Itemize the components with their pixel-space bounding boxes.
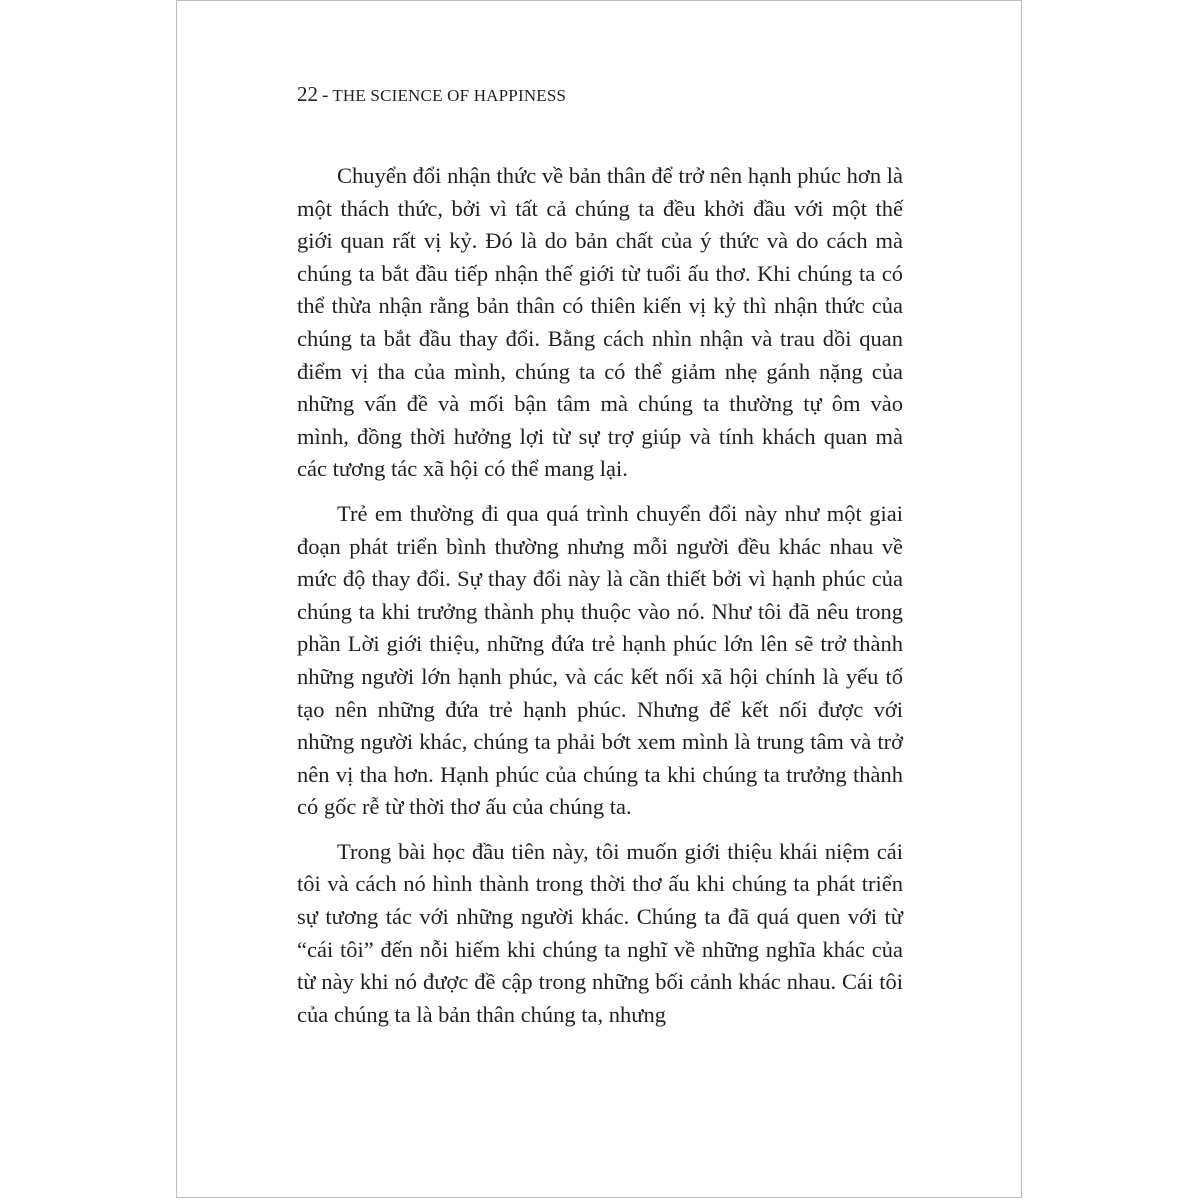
header-separator: - [322,85,329,106]
paragraph-3: Trong bài học đầu tiên này, tôi muốn giới thiệu khái niệm cái tôi và cách nó hình thành trong thời thơ ấu khi chúng ta phát triển sự tương tác với những người khác. Chúng ta đã quá quen với từ “cái tôi” đến nỗi hiếm khi chúng ta nghĩ về những nghĩa khác của từ này khi nó được đề cập trong những bối cảnh khác nhau. Cái tôi của chúng ta là bản thân chúng ta, nhưng [297,838,903,1027]
running-header [297,80,566,111]
body-text [297,160,903,1043]
paragraph-1: Chuyển đổi nhận thức về bản thân để trở nên hạnh phúc hơn là một thách thức, bởi vì tất cả chúng ta đều khởi đầu với một thế giới quan rất vị kỷ. Đó là do bản chất của ý thức và do cách mà chúng ta bắt đầu tiếp nhận thế giới từ tuổi ấu thơ. Khi chúng ta có thể thừa nhận rằng bản thân có thiên kiến vị kỷ thì nhận thức của chúng ta bắt đầu thay đổi. Bằng cách nhìn nhận và trau dồi quan điểm vị tha của mình, chúng ta có thể giảm nhẹ gánh nặng của những vấn đề và mối bận tâm mà chúng ta thường tự ôm vào mình, đồng thời hưởng lợi từ sự trợ giúp và tính khách quan mà các tương tác xã hội có thể mang lại. [297,163,903,482]
paragraph-2: Trẻ em thường đi qua quá trình chuyển đổi này như một giai đoạn phát triển bình thường nhưng mỗi người đều khác nhau về mức độ thay đổi. Sự thay đổi này là cần thiết bởi vì hạnh phúc của chúng ta khi trưởng thành phụ thuộc vào nó. Như tôi đã nêu trong phần Lời giới thiệu, những đứa trẻ hạnh phúc lớn lên sẽ trở thành những người lớn hạnh phúc, và các kết nối xã hội chính là yếu tố tạo nên những đứa trẻ hạnh phúc. Nhưng để kết nối được với những người khác, chúng ta phải bớt xem mình là trung tâm và trở nên vị tha hơn. Hạnh phúc của chúng ta khi chúng ta trưởng thành có gốc rễ từ thời thơ ấu của chúng ta. [297,500,903,820]
book-title: THE SCIENCE OF HAPPINESS [332,86,567,105]
page-number: 22 [297,82,318,106]
